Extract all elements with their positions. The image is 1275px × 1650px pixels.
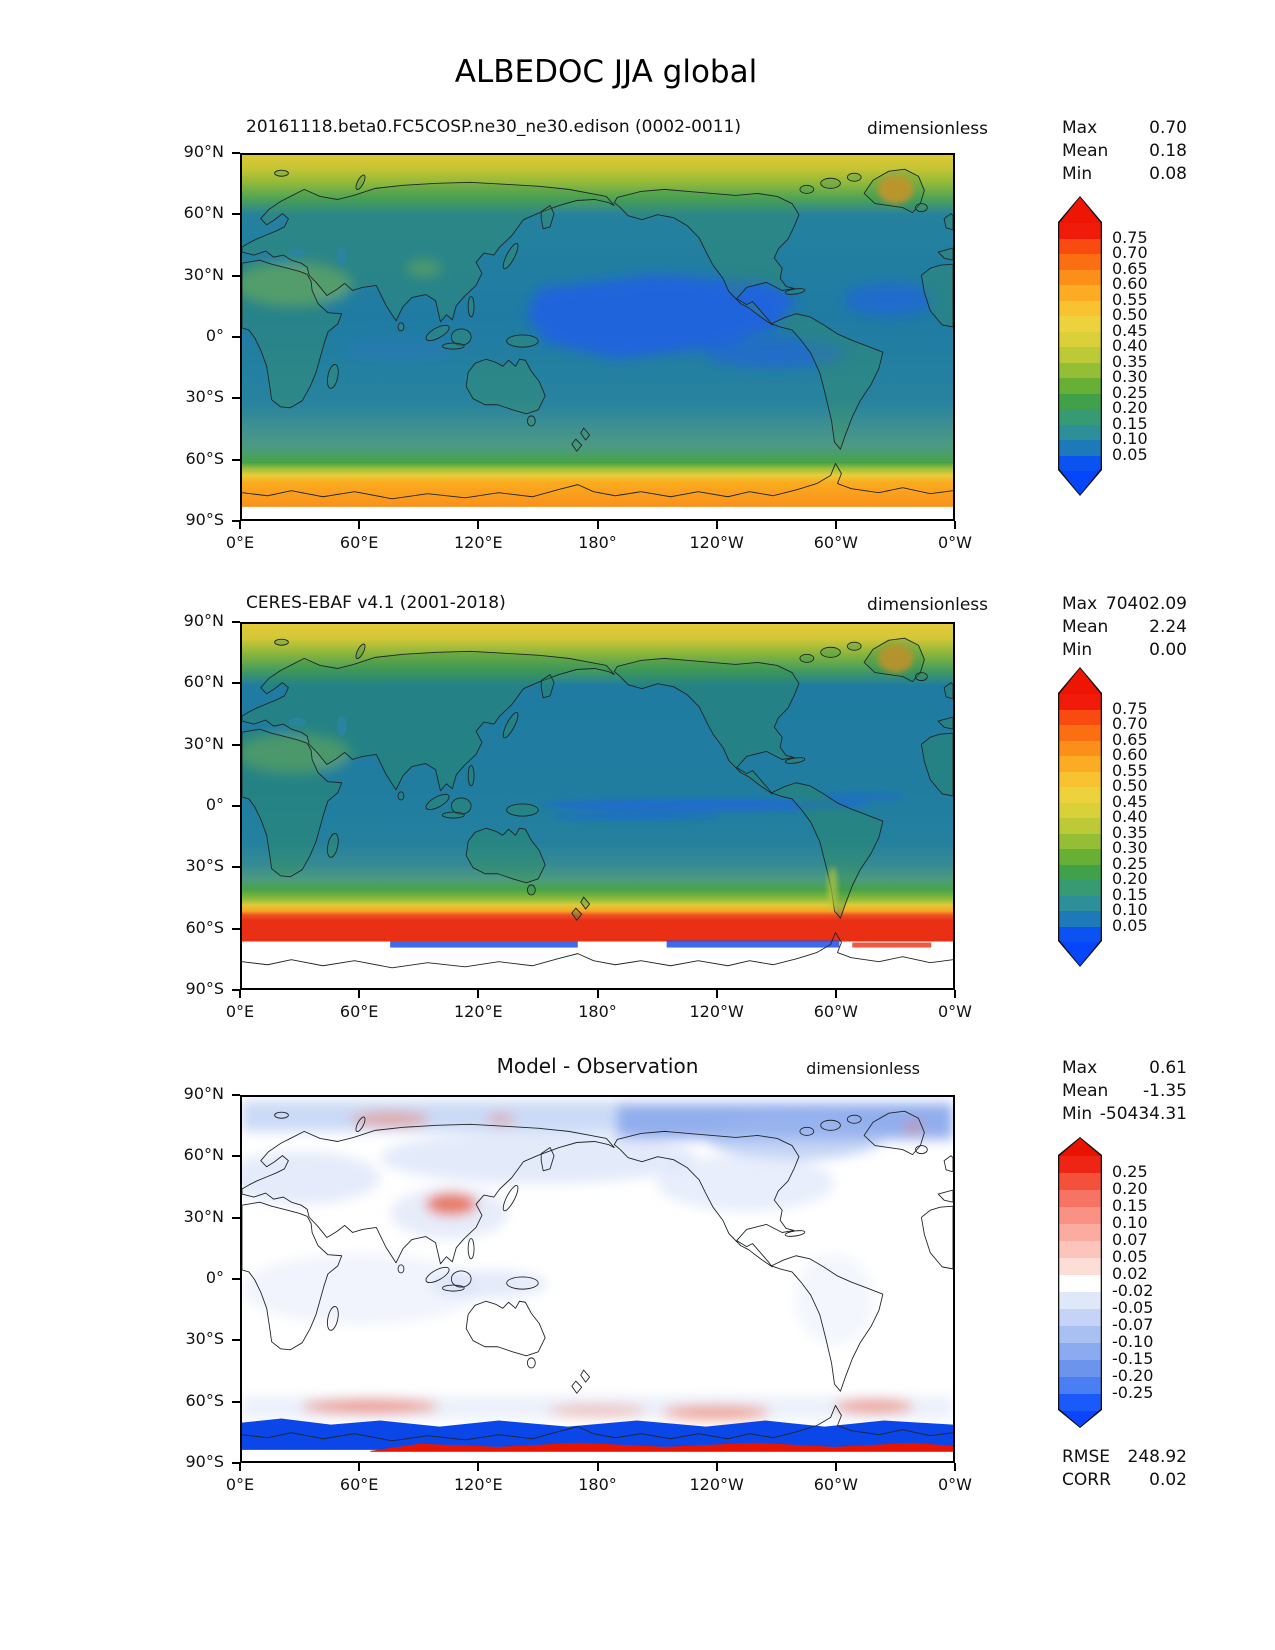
colorbar bbox=[1058, 196, 1102, 496]
axis-tick bbox=[232, 1094, 240, 1096]
colorbar-tick-label: 0.35 bbox=[1112, 351, 1148, 371]
panel-title: Model - Observation bbox=[496, 1054, 699, 1078]
stat-value: 248.92 bbox=[1127, 1447, 1187, 1467]
colorbar-segment bbox=[1059, 803, 1100, 819]
colorbar-tick-label: 0.60 bbox=[1112, 274, 1148, 293]
map-observation bbox=[240, 622, 955, 990]
axis-tick bbox=[835, 521, 837, 529]
colorbar-segment bbox=[1059, 1360, 1100, 1377]
axis-tick-label: 0°W bbox=[938, 1475, 972, 1494]
stat-row bbox=[1062, 141, 1187, 164]
colorbar-tick-label: -0.25 bbox=[1112, 1383, 1154, 1402]
colorbar-segment bbox=[1059, 316, 1100, 332]
axis-tick-label: 90°S bbox=[185, 1452, 224, 1471]
stat-row bbox=[1062, 1081, 1187, 1104]
axis-tick-label: 120°W bbox=[689, 1002, 744, 1021]
stat-label: Max bbox=[1062, 1058, 1098, 1078]
colorbar-tick-label: 0.20 bbox=[1112, 398, 1148, 417]
stat-value: -50434.31 bbox=[1099, 1104, 1187, 1124]
axis-tick bbox=[232, 1217, 240, 1219]
colorbar-tick-label: 0.50 bbox=[1112, 305, 1148, 324]
stat-row bbox=[1062, 164, 1187, 187]
colorbar-tick-label: 0.75 bbox=[1112, 227, 1148, 247]
colorbar-tick-label: 0.15 bbox=[1112, 413, 1148, 433]
axis-tick-label: 0°W bbox=[938, 1002, 972, 1021]
colorbar-segment bbox=[1059, 409, 1100, 425]
colorbar-tick-label: 0.70 bbox=[1112, 714, 1148, 733]
axis-tick bbox=[232, 1278, 240, 1280]
axis-tick bbox=[358, 1463, 360, 1471]
axis-tick-label: 0°E bbox=[225, 1475, 255, 1494]
stat-label: Mean bbox=[1062, 1081, 1109, 1101]
colorbar-tick-label: 0.35 bbox=[1112, 822, 1148, 842]
colorbar-segment bbox=[1059, 710, 1100, 726]
axis-tick bbox=[232, 805, 240, 807]
panel-title: 20161118.beta0.FC5COSP.ne30_ne30.edison (0002-0011) bbox=[246, 117, 741, 137]
colorbar-segment bbox=[1059, 425, 1100, 441]
colorbar-tick-label: -0.07 bbox=[1112, 1315, 1154, 1334]
panel-title: CERES-EBAF v4.1 (2001-2018) bbox=[246, 593, 506, 613]
stat-label: Mean bbox=[1062, 617, 1109, 637]
colorbar-tick-label: 0.02 bbox=[1112, 1264, 1148, 1283]
axis-tick-label: 180° bbox=[578, 1475, 617, 1494]
axis-tick-label: 30°N bbox=[183, 1206, 224, 1226]
axis-tick-label: 30°S bbox=[185, 856, 224, 876]
colorbar-arrow-bottom bbox=[1059, 942, 1100, 968]
axis-tick bbox=[232, 682, 240, 684]
stat-label: Max bbox=[1062, 594, 1098, 614]
axis-tick bbox=[239, 521, 241, 529]
colorbar-segment bbox=[1059, 741, 1100, 757]
axis-tick bbox=[232, 397, 240, 399]
colorbar-segment bbox=[1059, 363, 1100, 379]
colorbar-segment bbox=[1059, 1258, 1100, 1275]
axis-tick-label: 120°E bbox=[454, 533, 503, 552]
axis-tick-label: 60°E bbox=[339, 1475, 379, 1494]
colorbar-tick-label: 0.45 bbox=[1112, 320, 1148, 340]
colorbar-segment bbox=[1059, 1377, 1100, 1394]
colorbar bbox=[1058, 667, 1102, 967]
axis-tick-label: 60°W bbox=[813, 1475, 858, 1494]
colorbar-segment bbox=[1059, 1224, 1100, 1241]
colorbar-tick-label: 0.55 bbox=[1112, 760, 1148, 780]
colorbar-tick-label: 0.50 bbox=[1112, 776, 1148, 795]
colorbar-segment bbox=[1059, 834, 1100, 850]
colorbar-arrow-bottom bbox=[1059, 1411, 1100, 1429]
stat-label: Max bbox=[1062, 118, 1098, 138]
axis-tick-label: 60°W bbox=[813, 1002, 858, 1021]
stats-block bbox=[1062, 594, 1187, 663]
colorbar-segment bbox=[1059, 1173, 1100, 1190]
axis-tick-label: 90°S bbox=[185, 979, 224, 998]
stat-value: -1.35 bbox=[1143, 1081, 1187, 1101]
colorbar-tick-label: 0.15 bbox=[1112, 1196, 1148, 1215]
stat-label: Min bbox=[1062, 1104, 1093, 1124]
colorbar-tick-label: 0.10 bbox=[1112, 1213, 1148, 1232]
colorbar-segment bbox=[1059, 394, 1100, 410]
colorbar-segment bbox=[1059, 254, 1100, 270]
rmse-corr-block bbox=[1062, 1447, 1187, 1493]
stat-label: RMSE bbox=[1062, 1447, 1111, 1467]
axis-tick-label: 30°S bbox=[185, 387, 224, 407]
colorbar-segment bbox=[1059, 756, 1100, 772]
axis-tick-label: 60°N bbox=[183, 1145, 224, 1165]
stat-value: 2.24 bbox=[1149, 617, 1187, 637]
stat-value: 0.02 bbox=[1149, 1470, 1187, 1490]
colorbar-body bbox=[1059, 1138, 1100, 1426]
colorbar-segment bbox=[1059, 1292, 1100, 1309]
stat-row bbox=[1062, 594, 1187, 617]
axis-tick-label: 0° bbox=[205, 795, 224, 814]
colorbar-segment bbox=[1059, 772, 1100, 788]
axis-tick-label: 0°W bbox=[938, 533, 972, 552]
axis-tick bbox=[597, 521, 599, 529]
colorbar-segment bbox=[1059, 1343, 1100, 1360]
colorbar-segment bbox=[1059, 1190, 1100, 1207]
colorbar-tick-label: 0.70 bbox=[1112, 243, 1148, 262]
stat-row bbox=[1062, 1058, 1187, 1081]
axis-tick-label: 60°N bbox=[183, 672, 224, 692]
stat-row bbox=[1062, 1104, 1187, 1127]
axis-tick-label: 120°W bbox=[689, 533, 744, 552]
panel-units: dimensionless bbox=[806, 1059, 920, 1078]
axis-tick bbox=[358, 521, 360, 529]
colorbar-tick-label: 0.25 bbox=[1112, 853, 1148, 873]
colorbar-segment bbox=[1059, 865, 1100, 881]
axis-tick-label: 180° bbox=[578, 1002, 617, 1021]
colorbar-segment bbox=[1059, 849, 1100, 865]
axis-tick bbox=[232, 459, 240, 461]
colorbar-segment bbox=[1059, 927, 1100, 943]
colorbar-segment bbox=[1059, 223, 1100, 239]
axis-tick-label: 120°W bbox=[689, 1475, 744, 1494]
colorbar-arrow-top bbox=[1059, 668, 1100, 694]
colorbar-tick-label: -0.02 bbox=[1112, 1281, 1154, 1300]
colorbar-segment bbox=[1059, 1241, 1100, 1258]
colorbar-tick-label: 0.20 bbox=[1112, 869, 1148, 888]
colorbar-tick-label: 0.05 bbox=[1112, 915, 1148, 935]
colorbar-tick-label: -0.15 bbox=[1112, 1349, 1154, 1368]
colorbar-segment bbox=[1059, 1326, 1100, 1343]
axis-tick bbox=[232, 275, 240, 277]
colorbar-tick-label: 0.45 bbox=[1112, 791, 1148, 811]
stat-row bbox=[1062, 617, 1187, 640]
colorbar-tick-label: 0.40 bbox=[1112, 336, 1148, 355]
colorbar-segment bbox=[1059, 725, 1100, 741]
stat-row bbox=[1062, 1470, 1187, 1493]
axis-tick-label: 0° bbox=[205, 326, 224, 345]
axis-tick bbox=[232, 213, 240, 215]
colorbar-tick-label: -0.10 bbox=[1112, 1332, 1154, 1351]
colorbar-segment bbox=[1059, 787, 1100, 803]
axis-tick-label: 60°W bbox=[813, 533, 858, 552]
colorbar-tick-label: -0.20 bbox=[1112, 1366, 1154, 1385]
colorbar-segment bbox=[1059, 1275, 1100, 1292]
axis-tick bbox=[597, 1463, 599, 1471]
map-model bbox=[240, 153, 955, 521]
colorbar-tick-label: 0.25 bbox=[1112, 1162, 1148, 1181]
colorbar-segment bbox=[1059, 911, 1100, 927]
axis-tick bbox=[716, 1463, 718, 1471]
axis-tick bbox=[232, 621, 240, 623]
panel-units: dimensionless bbox=[867, 119, 988, 139]
axis-tick bbox=[232, 866, 240, 868]
colorbar-tick-label: 0.10 bbox=[1112, 429, 1148, 448]
colorbar-tick-label: 0.65 bbox=[1112, 258, 1148, 278]
axis-tick-label: 90°N bbox=[183, 142, 224, 161]
colorbar-body bbox=[1059, 668, 1100, 965]
stat-label: Min bbox=[1062, 640, 1093, 660]
colorbar-tick-label: 0.20 bbox=[1112, 1179, 1148, 1198]
figure-title: ALBEDOC JJA global bbox=[454, 54, 758, 90]
axis-tick bbox=[477, 990, 479, 998]
axis-tick bbox=[232, 1401, 240, 1403]
axis-tick-label: 180° bbox=[578, 533, 617, 552]
axis-tick-label: 60°N bbox=[183, 203, 224, 223]
colorbar-segment bbox=[1059, 1309, 1100, 1326]
colorbar-segment bbox=[1059, 880, 1100, 896]
colorbar-segment bbox=[1059, 896, 1100, 912]
axis-tick-label: 0°E bbox=[225, 1002, 255, 1021]
colorbar-segment bbox=[1059, 378, 1100, 394]
colorbar-segment bbox=[1059, 270, 1100, 286]
stats-block bbox=[1062, 118, 1187, 187]
axis-tick bbox=[716, 521, 718, 529]
colorbar-tick-label: 0.55 bbox=[1112, 289, 1148, 309]
stat-value: 0.18 bbox=[1149, 141, 1187, 161]
colorbar-segment bbox=[1059, 818, 1100, 834]
colorbar bbox=[1058, 1137, 1102, 1428]
colorbar-body bbox=[1059, 197, 1100, 494]
map-difference bbox=[240, 1095, 955, 1463]
colorbar-tick-label: 0.60 bbox=[1112, 745, 1148, 764]
colorbar-tick-label: 0.30 bbox=[1112, 838, 1148, 857]
axis-tick bbox=[835, 990, 837, 998]
panel-units: dimensionless bbox=[867, 595, 988, 615]
axis-tick bbox=[239, 990, 241, 998]
axis-tick-label: 30°S bbox=[185, 1329, 224, 1349]
colorbar-segment bbox=[1059, 332, 1100, 348]
colorbar-segment bbox=[1059, 1156, 1100, 1173]
axis-tick-label: 60°S bbox=[185, 1390, 224, 1410]
axis-tick-label: 0°E bbox=[225, 533, 255, 552]
axis-tick-label: 90°N bbox=[183, 611, 224, 630]
colorbar-tick-label: 0.15 bbox=[1112, 884, 1148, 904]
colorbar-tick-label: 0.30 bbox=[1112, 367, 1148, 386]
stat-label: Min bbox=[1062, 164, 1093, 184]
axis-tick bbox=[232, 1155, 240, 1157]
axis-tick-label: 60°E bbox=[339, 1002, 379, 1021]
colorbar-tick-label: 0.65 bbox=[1112, 729, 1148, 749]
axis-tick bbox=[232, 336, 240, 338]
axis-tick bbox=[358, 990, 360, 998]
colorbar-tick-label: 0.10 bbox=[1112, 900, 1148, 919]
colorbar-tick-label: 0.05 bbox=[1112, 444, 1148, 464]
axis-tick bbox=[835, 1463, 837, 1471]
axis-tick-label: 30°N bbox=[183, 264, 224, 284]
axis-tick bbox=[232, 152, 240, 154]
axis-tick bbox=[954, 990, 956, 998]
colorbar-arrow-top bbox=[1059, 1138, 1100, 1156]
stat-row bbox=[1062, 640, 1187, 663]
axis-tick bbox=[239, 1463, 241, 1471]
axis-tick-label: 60°S bbox=[185, 448, 224, 468]
axis-tick bbox=[232, 928, 240, 930]
colorbar-segment bbox=[1059, 1394, 1100, 1411]
stat-value: 0.70 bbox=[1149, 118, 1187, 138]
colorbar-segment bbox=[1059, 1207, 1100, 1224]
axis-tick-label: 60°E bbox=[339, 533, 379, 552]
colorbar-segment bbox=[1059, 239, 1100, 255]
stat-value: 0.08 bbox=[1149, 164, 1187, 184]
stat-value: 0.61 bbox=[1149, 1058, 1187, 1078]
stat-row bbox=[1062, 1447, 1187, 1470]
axis-tick bbox=[954, 521, 956, 529]
axis-tick-label: 30°N bbox=[183, 733, 224, 753]
colorbar-arrow-top bbox=[1059, 197, 1100, 223]
stats-block bbox=[1062, 1058, 1187, 1127]
colorbar-tick-label: 0.07 bbox=[1112, 1230, 1148, 1249]
colorbar-segment bbox=[1059, 285, 1100, 301]
stat-value: 70402.09 bbox=[1105, 594, 1187, 614]
axis-tick-label: 120°E bbox=[454, 1475, 503, 1494]
stat-label: CORR bbox=[1062, 1470, 1111, 1490]
colorbar-arrow-bottom bbox=[1059, 471, 1100, 497]
colorbar-segment bbox=[1059, 440, 1100, 456]
axis-tick bbox=[477, 1463, 479, 1471]
axis-tick bbox=[954, 1463, 956, 1471]
colorbar-tick-label: 0.25 bbox=[1112, 382, 1148, 402]
axis-tick-label: 120°E bbox=[454, 1002, 503, 1021]
axis-tick-label: 60°S bbox=[185, 917, 224, 937]
stat-value: 0.00 bbox=[1149, 640, 1187, 660]
axis-tick-label: 90°S bbox=[185, 510, 224, 529]
axis-tick bbox=[716, 990, 718, 998]
colorbar-tick-label: 0.40 bbox=[1112, 807, 1148, 826]
axis-tick-label: 90°N bbox=[183, 1084, 224, 1103]
axis-tick-label: 0° bbox=[205, 1268, 224, 1287]
colorbar-segment bbox=[1059, 301, 1100, 317]
colorbar-tick-label: 0.05 bbox=[1112, 1247, 1148, 1266]
axis-tick bbox=[232, 1339, 240, 1341]
axis-tick bbox=[477, 521, 479, 529]
colorbar-segment bbox=[1059, 456, 1100, 472]
axis-tick bbox=[597, 990, 599, 998]
axis-tick bbox=[232, 744, 240, 746]
colorbar-segment bbox=[1059, 694, 1100, 710]
stat-label: Mean bbox=[1062, 141, 1109, 161]
colorbar-tick-label: 0.75 bbox=[1112, 698, 1148, 718]
colorbar-segment bbox=[1059, 347, 1100, 363]
colorbar-tick-label: -0.05 bbox=[1112, 1298, 1154, 1317]
stat-row bbox=[1062, 118, 1187, 141]
